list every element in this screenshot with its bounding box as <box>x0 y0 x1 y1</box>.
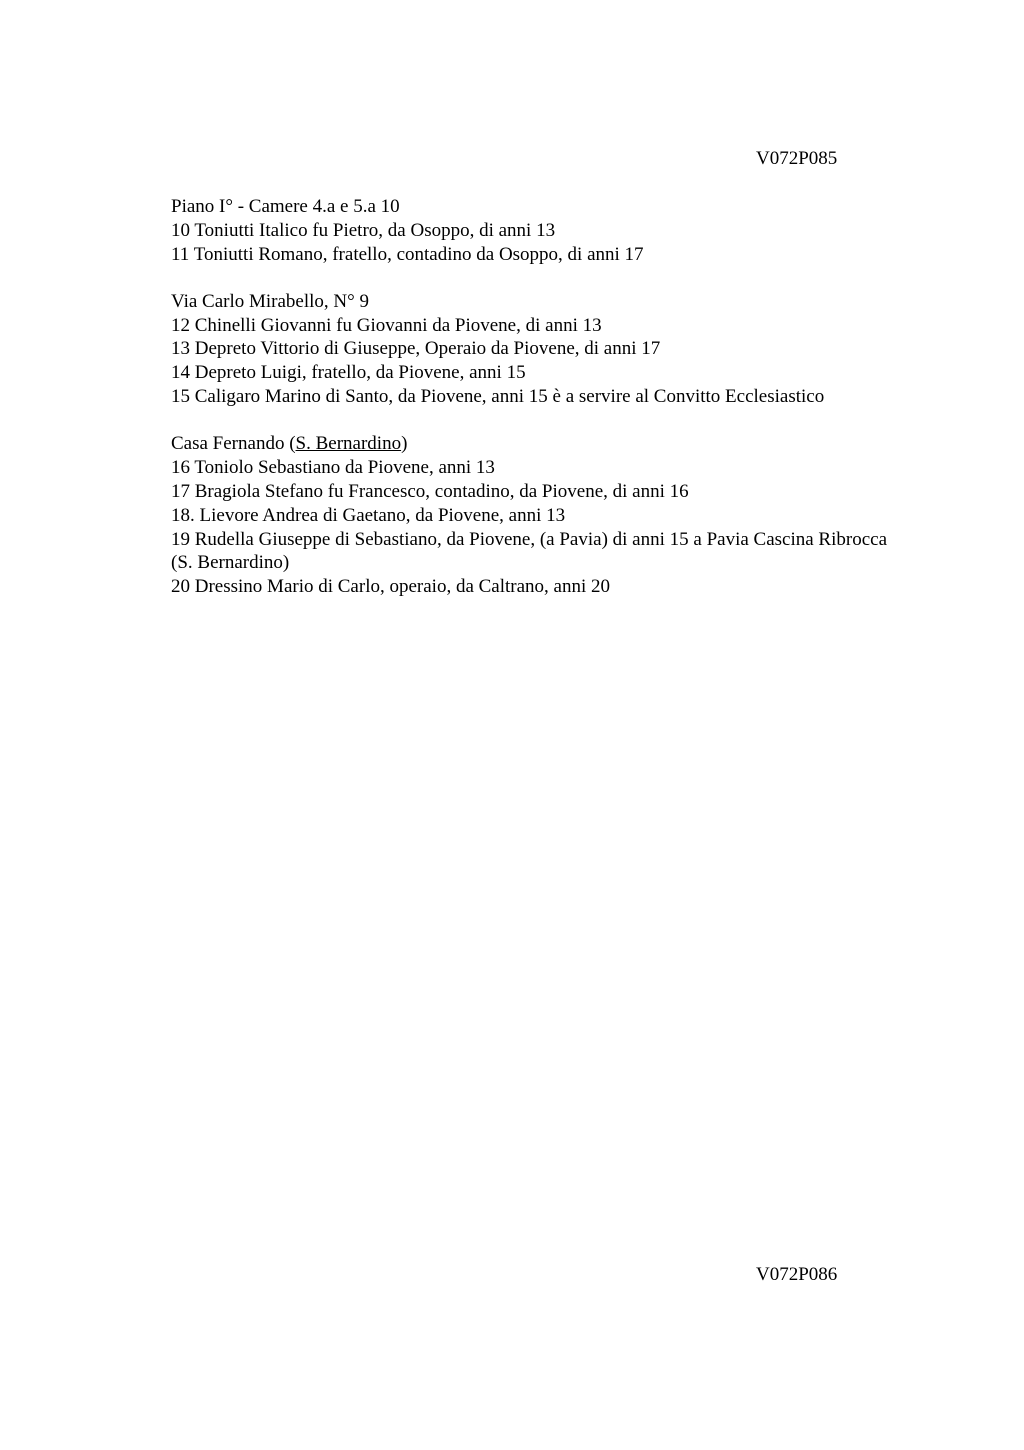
document-body <box>171 195 911 622</box>
list-item: 17 Bragiola Stefano fu Francesco, contadino, da Piovene, di anni 16 <box>171 480 689 502</box>
section-casa-fernando <box>171 432 911 599</box>
section-heading <box>171 432 911 456</box>
page-id-bottom: V072P086 <box>756 1264 838 1285</box>
heading-underlined-place: S. Bernardino <box>295 433 402 455</box>
list-item: 15 Caligaro Marino di Santo, da Piovene, anni 15 è a servire al Convitto Ecclesiastico <box>171 386 825 408</box>
section-via-carlo-mirabello <box>171 290 911 409</box>
page-id-top: V072P085 <box>756 148 838 169</box>
section-piano-primo <box>171 195 911 266</box>
list-item: 10 Toniutti Italico fu Pietro, da Osoppo, di anni 13 <box>171 219 556 241</box>
list-item: 14 Depreto Luigi, fratello, da Piovene, anni 15 <box>171 362 526 384</box>
list-item: 12 Chinelli Giovanni fu Giovanni da Piovene, di anni 13 <box>171 314 602 336</box>
list-item: 13 Depreto Vittorio di Giuseppe, Operaio da Piovene, di anni 17 <box>171 338 661 360</box>
section-heading: Via Carlo Mirabello, N° 9 <box>171 290 369 312</box>
list-item: 18. Lievore Andrea di Gaetano, da Piovene, anni 13 <box>171 504 566 526</box>
heading-suffix: ) <box>401 433 408 455</box>
section-heading: Piano I° - Camere 4.a e 5.a 10 <box>171 196 400 217</box>
list-item: 11 Toniutti Romano, fratello, contadino da Osoppo, di anni 17 <box>171 243 644 265</box>
heading-prefix: Casa Fernando ( <box>171 433 296 455</box>
list-item: 19 Rudella Giuseppe di Sebastiano, da Piovene, (a Pavia) di anni 15 a Pavia Cascina Ribrocca (S. Bernardino) <box>171 528 888 574</box>
list-item: 16 Toniolo Sebastiano da Piovene, anni 13 <box>171 457 495 479</box>
list-item: 20 Dressino Mario di Carlo, operaio, da Caltrano, anni 20 <box>171 576 611 598</box>
